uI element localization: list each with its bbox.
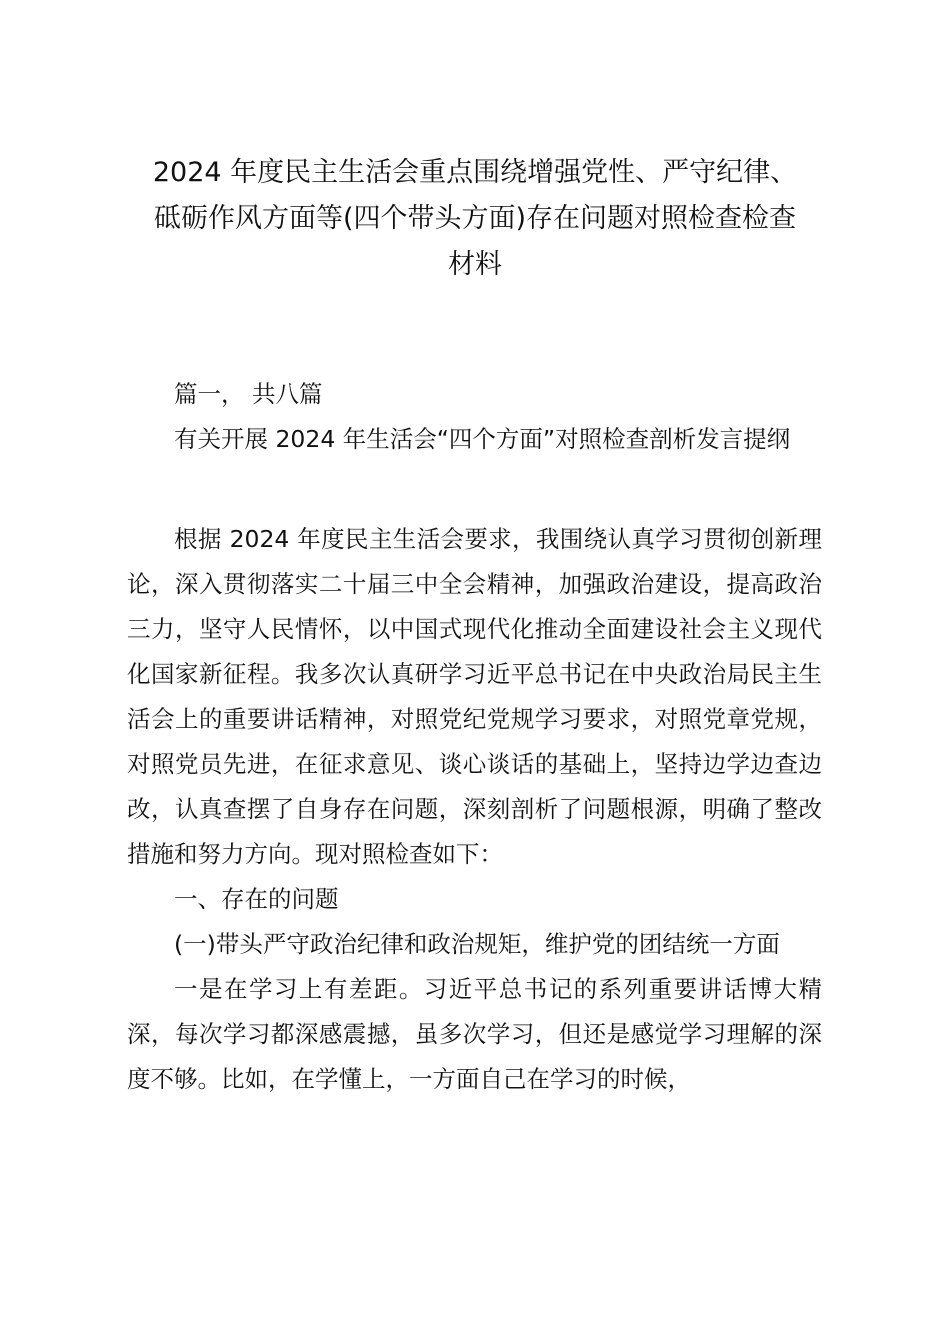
subsection-heading: (一)带头严守政治纪律和政治规矩，维护党的团结统一方面 <box>174 930 780 958</box>
blank-line <box>127 462 822 507</box>
section-heading: 一、存在的问题 <box>174 885 339 913</box>
series-note: 篇一， 共八篇 <box>174 380 323 408</box>
point-one-paragraph: 一是在学习上有差距。习近平总书记的系列重要讲话博大精深，每次学习都深感震撼，虽多次学习，但还是感觉学习理解的深度不够。比如，在学懂上，一方面自己在学习的时候， <box>127 975 822 1093</box>
title-line-2: 砥砺作风方面等(四个带头方面)存在问题对照检查检查 <box>153 203 797 234</box>
intro-paragraph: 根据 2024 年度民主生活会要求，我围绕认真学习贯彻创新理论，深入贯彻落实二十届三中全会精神，加强政治建设，提高政治三力，坚守人民情怀，以中国式现代化推动全面建设社会主义现代化国家新征程。我多次认真研学习近平总书记在中央政治局民主生活会上的重要讲话精神，对照党纪党规学习要求，对照党章党规，对照党员先进，在征求意见、谈心谈话的基础上，坚持边学边查边改，认真查摆了自身存在问题，深刻剖析了问题根源，明确了整改措施和努力方向。现对照检查如下： <box>127 525 822 868</box>
title-line-3: 材料 <box>448 249 502 280</box>
title-line-1: 2024 年度民主生活会重点围绕增强党性、严守纪律、 <box>152 157 798 188</box>
document-body <box>127 372 822 1102</box>
document-title <box>120 150 830 288</box>
article-title: 有关开展 2024 年生活会“四个方面”对照检查剖析发言提纲 <box>174 425 791 453</box>
